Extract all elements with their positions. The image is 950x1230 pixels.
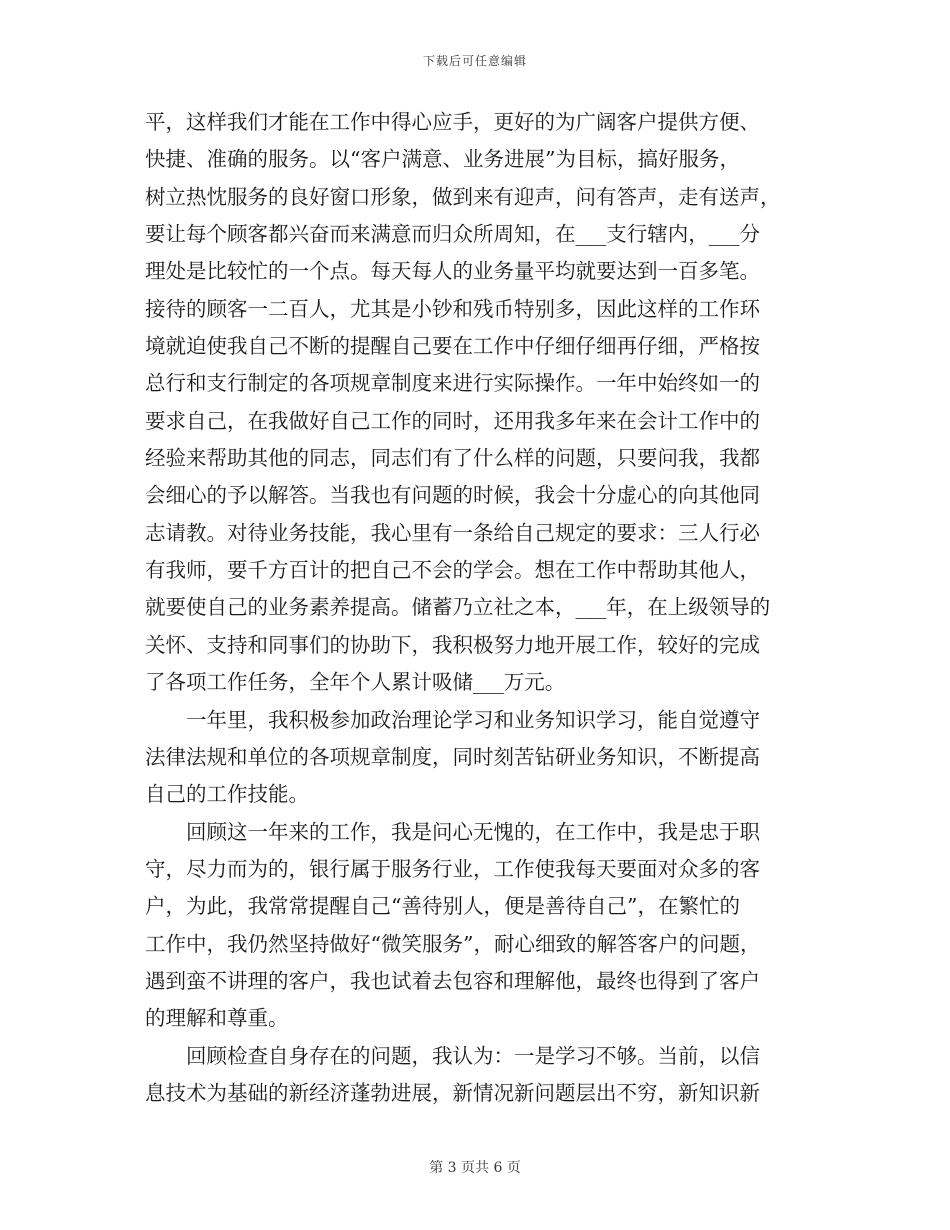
- text-line: 经验来帮助其他的同志，同志们有了什么样的问题，只要问我，我都: [145, 446, 760, 471]
- page-footer: 第 3 页共 6 页: [429, 1160, 521, 1176]
- page-header: 下载后可任意编辑: [422, 54, 527, 68]
- text-line: 守，尽力而为的，银行属于服务行业，工作使我每天要面对众多的客: [145, 856, 760, 881]
- document-body: [145, 104, 805, 1112]
- text-line: 关怀、支持和同事们的协助下，我积极努力地开展工作，较好的完成: [145, 632, 760, 657]
- text-line: 息技术为基础的新经济蓬勃进展，新情况新问题层出不穷，新知识新: [145, 1080, 760, 1105]
- text-line: 遇到蛮不讲理的客户，我也试着去包容和理解他，最终也得到了客户: [145, 968, 760, 993]
- text-line: 户，为此，我常常提醒自己“善待别人，便是善待自己”，在繁忙的: [145, 894, 740, 919]
- text-line: 志请教。对待业务技能，我心里有一条给自己规定的要求：三人行必: [145, 520, 760, 545]
- text-line: 自己的工作技能。: [145, 782, 309, 807]
- text-line: 境就迫使我自己不断的提醒自己要在工作中仔细仔细再仔细，严格按: [145, 334, 760, 359]
- text-line: 理处是比较忙的一个点。每天每人的业务量平均就要达到一百多笔。: [145, 259, 760, 284]
- paragraph-first-line: 回顾检查自身存在的问题，我认为：一是学习不够。当前，以信: [186, 1043, 760, 1068]
- text-line: 总行和支行制定的各项规章制度来进行实际操作。一年中始终如一的: [145, 371, 760, 396]
- paragraph-first-line: 回顾这一年来的工作，我是问心无愧的，在工作中，我是忠于职: [186, 819, 760, 844]
- text-line: 工作中，我仍然坚持做好“微笑服务”，耐心细致的解答客户的问题，: [145, 931, 761, 956]
- text-line: 要让每个顾客都兴奋而来满意而归众所周知，在___支行辖内，___分: [145, 222, 760, 247]
- text-line: 接待的顾客一二百人，尤其是小钞和残币特别多，因此这样的工作环: [145, 296, 760, 321]
- text-line: 树立热忱服务的良好窗口形象，做到来有迎声，问有答声，走有送声，: [145, 184, 781, 209]
- text-line: 了各项工作任务，全年个人累计吸储___万元。: [145, 670, 566, 695]
- paragraph-first-line: 一年里，我积极参加政治理论学习和业务知识学习，能自觉遵守: [186, 707, 760, 732]
- text-line: 就要使自己的业务素养提高。储蓄乃立社之本，___年，在上级领导的: [145, 595, 771, 620]
- text-line: 会细心的予以解答。当我也有问题的时候，我会十分虚心的向其他同: [145, 483, 760, 508]
- text-line: 平，这样我们才能在工作中得心应手，更好的为广阔客户提供方便、: [145, 110, 760, 134]
- text-line: 要求自己，在我做好自己工作的同时，还用我多年来在会计工作中的: [145, 408, 760, 433]
- text-line: 法律法规和单位的各项规章制度，同时刻苦钻研业务知识，不断提高: [145, 744, 760, 769]
- text-line: 的理解和尊重。: [145, 1006, 289, 1031]
- text-line: 快捷、准确的服务。以“客户满意、业务进展”为目标，搞好服务，: [145, 147, 740, 172]
- text-line: 有我师，要千方百计的把自己不会的学会。想在工作中帮助其他人，: [145, 558, 760, 583]
